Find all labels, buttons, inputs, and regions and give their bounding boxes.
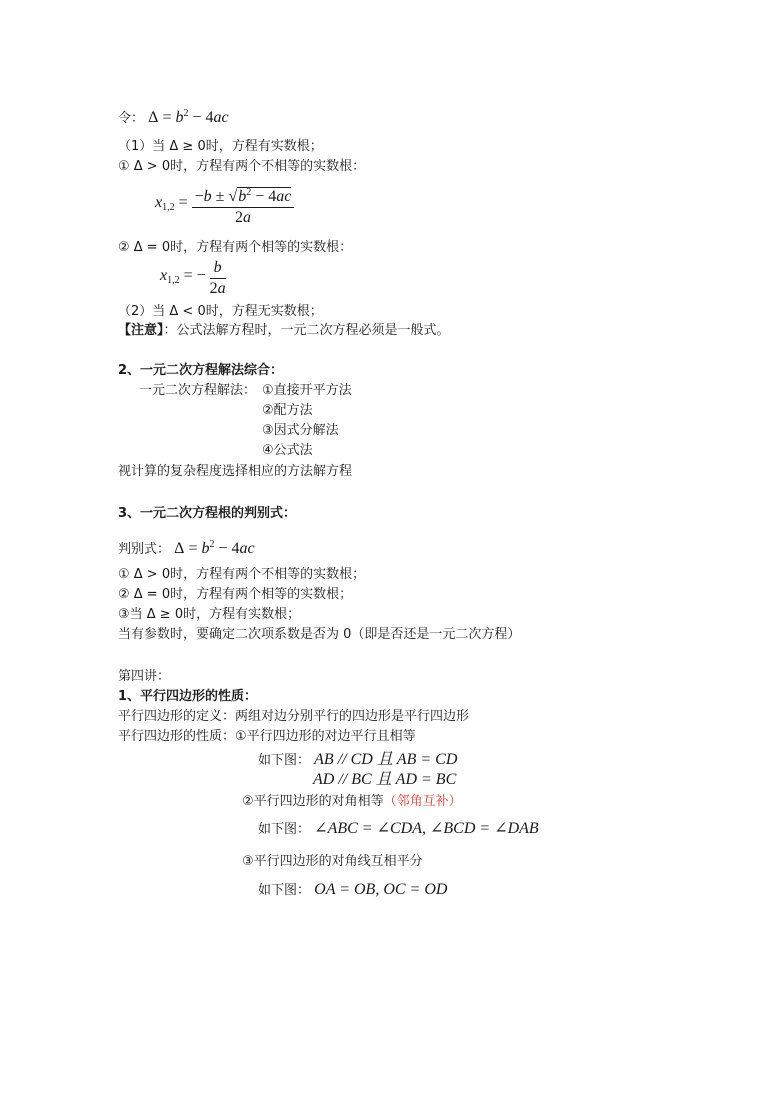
note-text: ：公式法解方程时，一元二次方程必须是一般式。 — [163, 323, 450, 338]
property-1-eq-1-line — [258, 750, 457, 771]
property-3: ③平行四边形的对角线互相平分 — [242, 854, 423, 869]
method-1: ①直接开平方法 — [262, 383, 352, 398]
parallelogram-definition: 平行四边形的定义：两组对边分别平行的四边形是平行四边形 — [118, 709, 470, 724]
ling-formula: $\Delta = b^2 - 4ac$ — [148, 108, 229, 126]
section3-heading: 3、一元二次方程根的判别式： — [118, 506, 297, 521]
see-label-3: 如下图： — [258, 883, 311, 898]
property-2-line — [242, 792, 462, 812]
note-bracket: 【注意】 — [118, 323, 164, 338]
property-2-eq-line — [258, 819, 539, 840]
root-formula-2-fraction: $\frac{b}{2a}$ — [209, 259, 226, 297]
ling-line — [118, 104, 229, 129]
method-3: ③因式分解法 — [262, 423, 339, 438]
case1-line: （1）当 Δ ≥ 0时，方程有实数根； — [118, 139, 323, 154]
discriminant-line — [118, 535, 255, 560]
discriminant-label: 判别式： — [118, 542, 171, 557]
property-1-eq-2: AD // BC 且 AD = BC — [313, 771, 457, 788]
parallelogram-properties — [118, 727, 416, 747]
method-4: ④公式法 — [262, 443, 313, 458]
property-1-eq-1: AB // CD 且 AB = CD — [314, 751, 458, 768]
lecture4-title: 第四讲： — [118, 669, 171, 684]
property-2: ②平行四边形的对角相等 — [242, 794, 384, 809]
case1a-line: ① Δ > 0时，方程有两个不相等的实数根： — [118, 159, 366, 174]
property-1-eq-2-line — [313, 770, 456, 791]
section3-remark: 当有参数时，要确定二次项系数是否为 0（即是否还是一元二次方程） — [118, 627, 521, 642]
discriminant-item-3: ③当 Δ ≥ 0时，方程有实数根； — [118, 607, 301, 622]
case2-line: （2）当 Δ < 0时，方程无实数根； — [118, 304, 323, 319]
section2-heading: 2、一元二次方程解法综合： — [118, 363, 284, 378]
section2-intro: 一元二次方程解法： — [139, 383, 257, 398]
discriminant-formula: $\Delta = b^2 - 4ac$ — [174, 539, 255, 557]
root-formula-2: $x_{1,2}$ = − $\frac{b}{2a}$ — [160, 259, 226, 297]
property-3-eq: OA = OB, OC = OD — [314, 881, 448, 898]
see-label-1: 如下图： — [258, 753, 311, 768]
lecture4-heading: 1、平行四边形的性质： — [118, 689, 258, 704]
root-formula-1: $x_{1,2}$ = $\frac{-b \pm √b^2 - 4ac}{2a}$ — [155, 184, 294, 227]
note-line — [118, 321, 450, 341]
properties-label: 平行四边形的性质： — [118, 729, 236, 744]
property-1: ①平行四边形的对边平行且相等 — [235, 729, 416, 744]
property-3-eq-line — [258, 880, 447, 901]
property-2-eq: ∠ABC = ∠CDA, ∠BCD = ∠DAB — [314, 820, 539, 837]
case1b-line: ② Δ = 0时，方程有两个相等的实数根： — [118, 240, 353, 255]
property-2-note: （邻角互补） — [383, 794, 462, 809]
ling-label: 令： — [118, 111, 145, 126]
discriminant-item-2: ② Δ = 0时，方程有两个相等的实数根； — [118, 587, 353, 602]
section2-summary: 视计算的复杂程度选择相应的方法解方程 — [118, 464, 353, 479]
see-label-2: 如下图： — [258, 822, 311, 837]
root-formula-1-fraction: $\frac{-b \pm √b^2 - 4ac}{2a}$ — [192, 184, 295, 227]
method-2: ②配方法 — [262, 403, 313, 418]
discriminant-item-1: ① Δ > 0时，方程有两个不相等的实数根； — [118, 567, 366, 582]
